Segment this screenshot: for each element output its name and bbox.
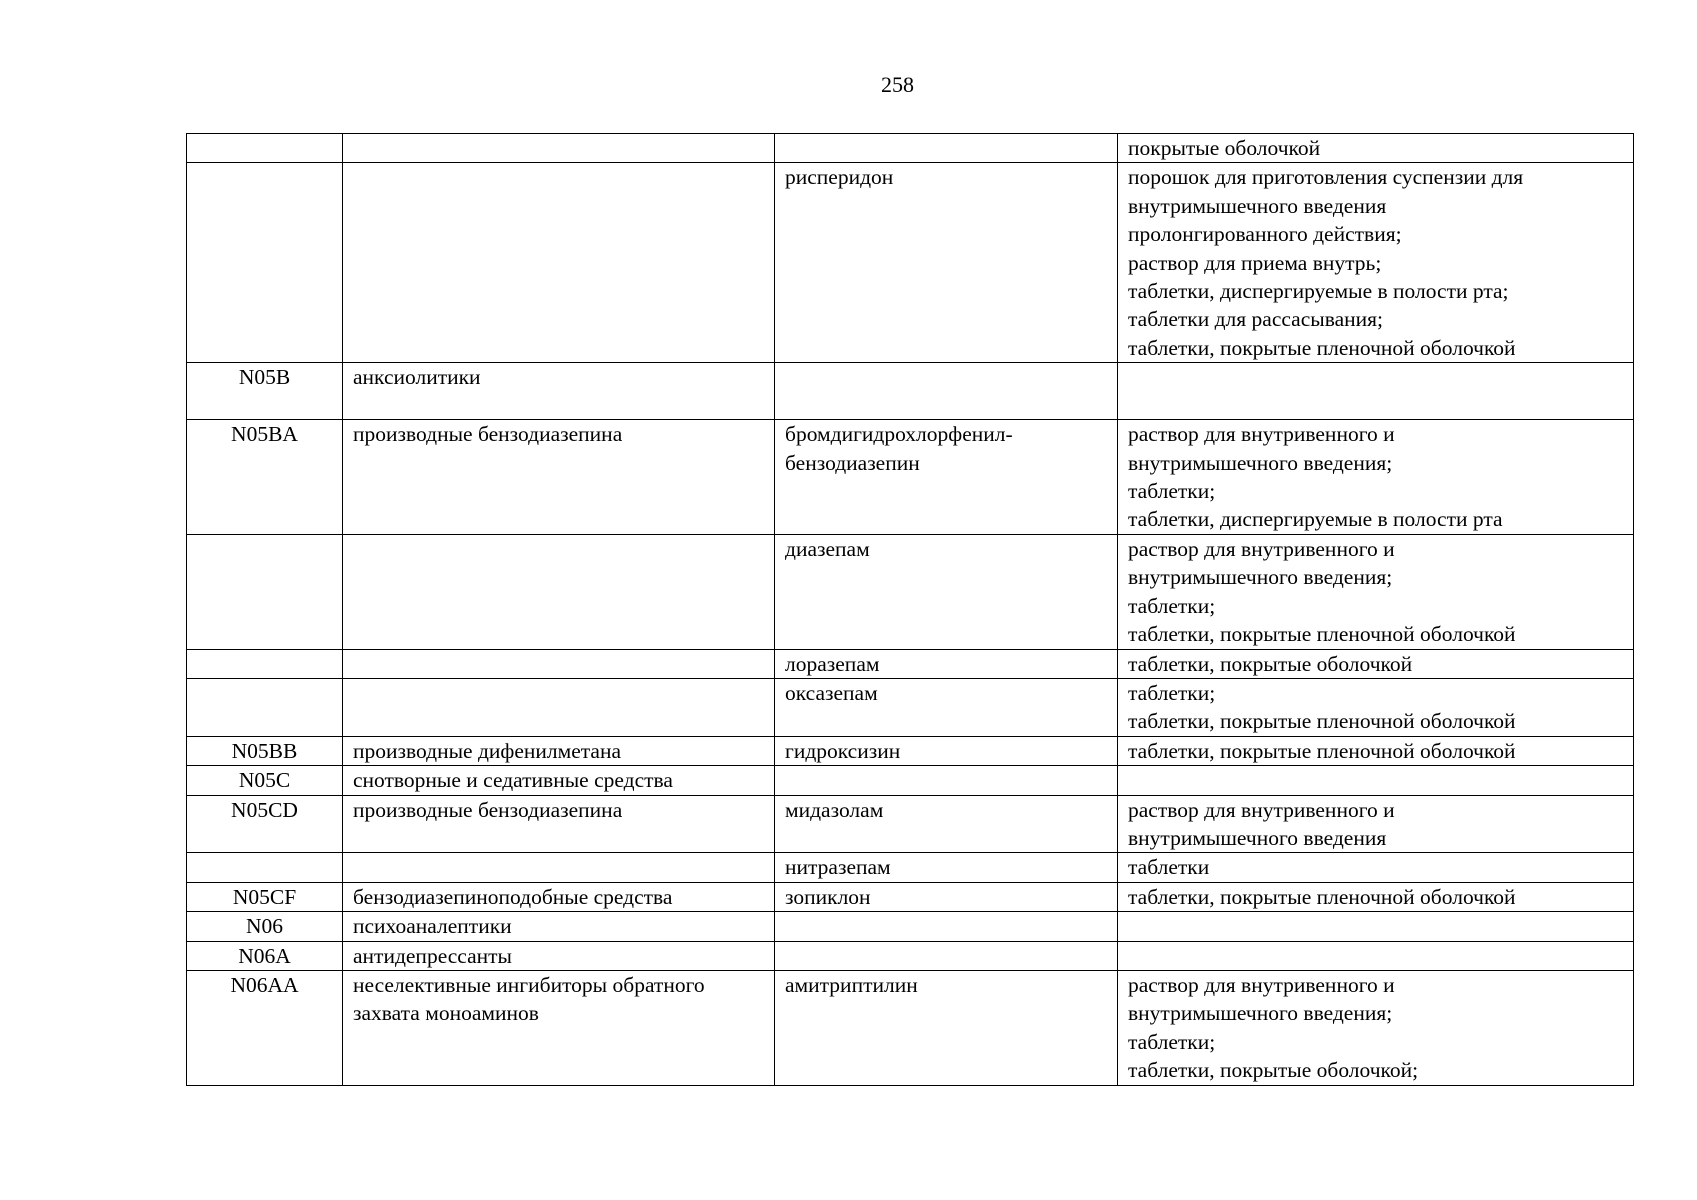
atc-code-cell <box>187 534 343 649</box>
group-name-cell <box>343 134 775 163</box>
table-row <box>187 912 1634 941</box>
dosage-form-cell: раствор для внутривенного и внутримышечного введения; таблетки; таблетки, покрытые пленочной оболочкой <box>1118 534 1634 649</box>
drug-name-cell: рисперидон <box>775 163 1118 363</box>
atc-code-cell <box>187 853 343 882</box>
table-body <box>187 134 1634 1086</box>
group-name-cell: производные бензодиазепина <box>343 420 775 535</box>
drug-name-cell: гидроксизин <box>775 736 1118 765</box>
drug-name-cell: нитразепам <box>775 853 1118 882</box>
atc-code-cell <box>187 678 343 736</box>
dosage-form-cell <box>1118 766 1634 795</box>
drug-name-cell <box>775 134 1118 163</box>
group-name-cell: производные дифенилметана <box>343 736 775 765</box>
atc-code-cell: N05B <box>187 363 343 420</box>
atc-code-cell <box>187 163 343 363</box>
table-row <box>187 970 1634 1085</box>
drug-name-cell: диазепам <box>775 534 1118 649</box>
group-name-cell: бензодиазепиноподобные средства <box>343 882 775 911</box>
table-row <box>187 882 1634 911</box>
drug-name-cell: амитриптилин <box>775 970 1118 1085</box>
atc-code-cell: N05BA <box>187 420 343 535</box>
atc-code-cell: N05CF <box>187 882 343 911</box>
dosage-form-cell: таблетки, покрытые пленочной оболочкой <box>1118 882 1634 911</box>
group-name-cell: снотворные и седативные средства <box>343 766 775 795</box>
table-row <box>187 363 1634 420</box>
table-row <box>187 649 1634 678</box>
table-row <box>187 420 1634 535</box>
table-row <box>187 534 1634 649</box>
dosage-form-cell: таблетки, покрытые пленочной оболочкой <box>1118 736 1634 765</box>
group-name-cell <box>343 678 775 736</box>
atc-code-cell: N05BB <box>187 736 343 765</box>
dosage-form-cell: раствор для внутривенного и внутримышечного введения <box>1118 795 1634 853</box>
drug-name-cell: зопиклон <box>775 882 1118 911</box>
table-row <box>187 736 1634 765</box>
dosage-form-cell <box>1118 363 1634 420</box>
group-name-cell: производные бензодиазепина <box>343 795 775 853</box>
table-row <box>187 853 1634 882</box>
dosage-form-cell: таблетки, покрытые оболочкой <box>1118 649 1634 678</box>
drug-name-cell <box>775 912 1118 941</box>
page-number: 258 <box>881 72 914 97</box>
group-name-cell: анксиолитики <box>343 363 775 420</box>
atc-code-cell: N05CD <box>187 795 343 853</box>
dosage-form-cell: покрытые оболочкой <box>1118 134 1634 163</box>
drug-name-cell <box>775 941 1118 970</box>
atc-code-cell: N06 <box>187 912 343 941</box>
atc-code-cell: N06AA <box>187 970 343 1085</box>
dosage-form-cell: раствор для внутривенного и внутримышечного введения; таблетки; таблетки, диспергируемые в полости рта <box>1118 420 1634 535</box>
drug-name-cell: мидазолам <box>775 795 1118 853</box>
table-row <box>187 795 1634 853</box>
group-name-cell: антидепрессанты <box>343 941 775 970</box>
table-row <box>187 134 1634 163</box>
dosage-form-cell: таблетки <box>1118 853 1634 882</box>
group-name-cell <box>343 649 775 678</box>
drug-name-cell <box>775 766 1118 795</box>
dosage-form-cell: порошок для приготовления суспензии для внутримышечного введения пролонгированного действия; раствор для приема внутрь; таблетки, диспергируемые в полости рта; таблетки для рассасывания; таблетки, покрытые пленочной оболочкой <box>1118 163 1634 363</box>
group-name-cell <box>343 853 775 882</box>
table-row <box>187 163 1634 363</box>
dosage-form-cell <box>1118 912 1634 941</box>
drug-name-cell: оксазепам <box>775 678 1118 736</box>
dosage-form-cell <box>1118 941 1634 970</box>
drug-name-cell: бромдигидрохлорфенил- бензодиазепин <box>775 420 1118 535</box>
atc-code-cell <box>187 134 343 163</box>
group-name-cell <box>343 534 775 649</box>
dosage-form-cell: таблетки; таблетки, покрытые пленочной оболочкой <box>1118 678 1634 736</box>
group-name-cell: психоаналептики <box>343 912 775 941</box>
table-row <box>187 766 1634 795</box>
drug-table <box>186 133 1634 1086</box>
atc-code-cell: N06A <box>187 941 343 970</box>
group-name-cell <box>343 163 775 363</box>
table-row <box>187 678 1634 736</box>
group-name-cell: неселективные ингибиторы обратного захвата моноаминов <box>343 970 775 1085</box>
atc-code-cell <box>187 649 343 678</box>
atc-code-cell: N05C <box>187 766 343 795</box>
dosage-form-cell: раствор для внутривенного и внутримышечного введения; таблетки; таблетки, покрытые оболочкой; <box>1118 970 1634 1085</box>
table-row <box>187 941 1634 970</box>
drug-name-cell: лоразепам <box>775 649 1118 678</box>
drug-name-cell <box>775 363 1118 420</box>
